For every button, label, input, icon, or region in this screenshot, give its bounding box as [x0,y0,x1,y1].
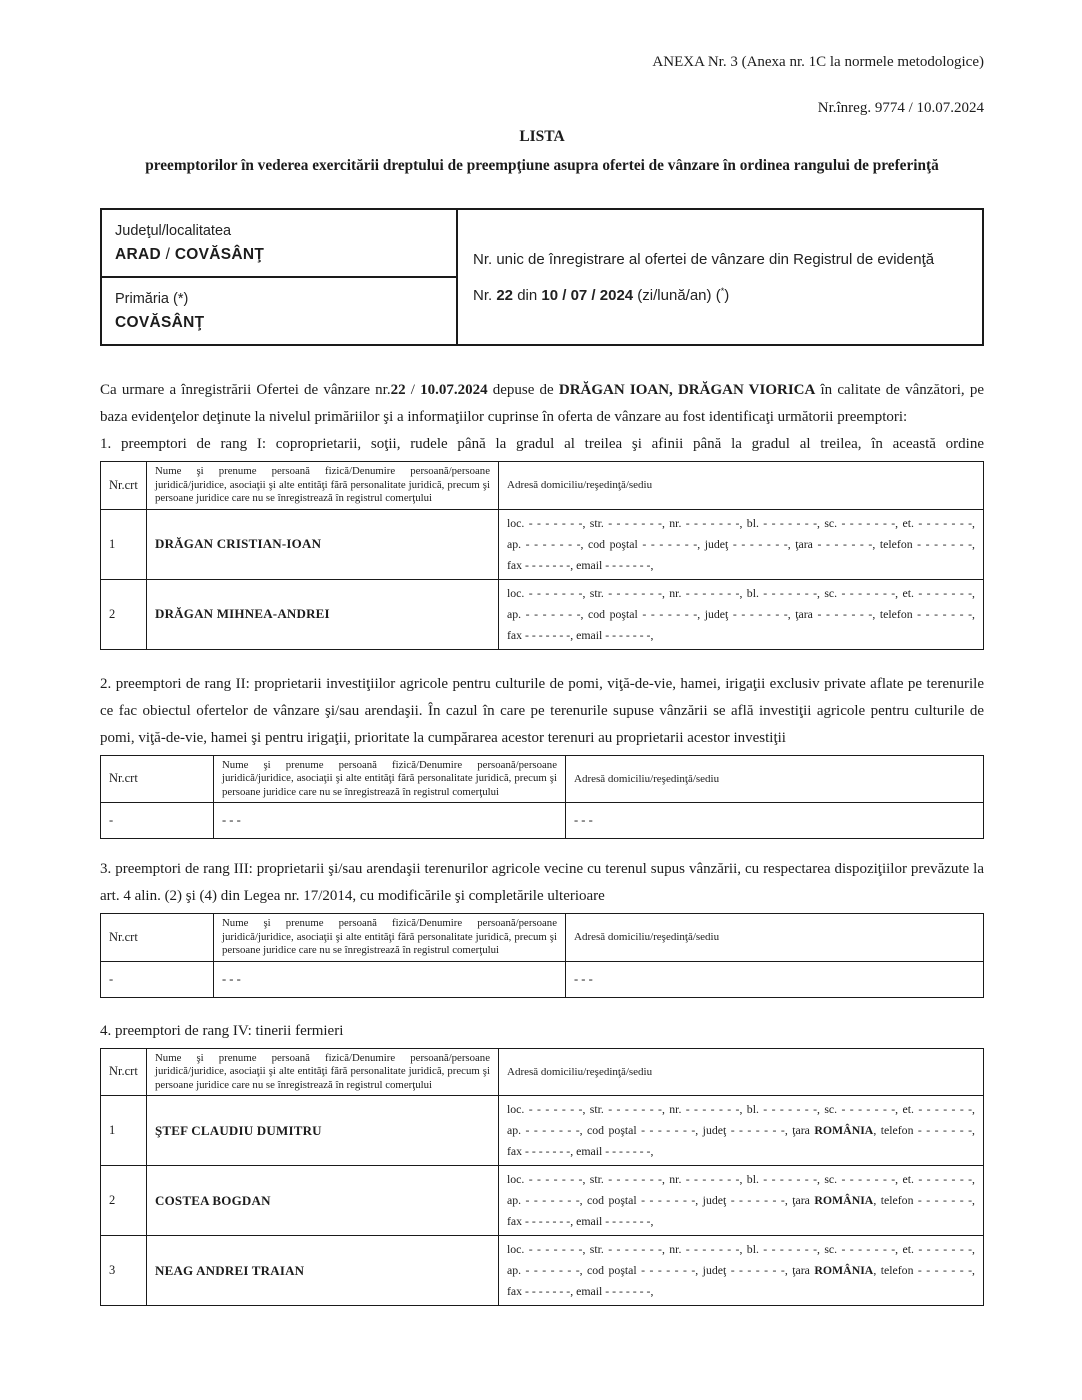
rank2-table [100,755,984,840]
table-header-row [101,755,984,803]
header-cell-address: Adresă domiciliu/reşedinţă/sediu [566,755,984,803]
annex-reference: ANEXA Nr. 3 (Anexa nr. 1C la normele metodologice) [652,54,984,70]
county-label: Judeţul/localitatea [115,223,232,239]
address-cell: loc. - - - - - - -, str. - - - - - - -, nr. - - - - - - -, bl. - - - - - - -, sc. - - - - - - -, et. - - - - - - -, ap. - - - - - - -, cod poştal - - - - - - -, judeţ - - - - - - -, ţara - - - - - - -, telefon - - - - - - -, fax - - - - - - -, email - - - - - - -, [499,509,984,579]
row-number: 2 [101,579,147,649]
cityhall-label: Primăria (*) [115,291,189,307]
table-row-empty [101,803,984,839]
header-cell-address: Adresă domiciliu/reşedinţă/sediu [499,1048,984,1096]
row-number: 1 [101,509,147,579]
rank3-table [100,913,984,998]
table-header-row [101,914,984,962]
address-cell: - - - [566,803,984,839]
table-header-row [101,462,984,510]
table-row [101,509,984,579]
row-number: - [101,803,214,839]
intro-paragraph: Ca urmare a înregistrării Ofertei de vânzare nr.22 / 10.07.2024 depuse de DRĂGAN IOAN, DRĂGAN VIORICA în calitate de vânzători, pe baza evidenţelor deţinute la nivelul primăriilor şi a informaţiilor cuprinse în oferta de vânzare au fost identificaţi următorii preemptori: [100,382,984,425]
header-cell-nr: Nr.crt [101,755,214,803]
rank1-table [100,461,984,650]
document-title: LISTA [519,128,565,145]
preemptor-name: ŞTEF CLAUDIU DUMITRU [147,1096,499,1166]
info-box-table [100,208,984,346]
row-number: - [101,961,214,997]
rank4-table [100,1048,984,1307]
county-cell [101,209,457,277]
header-cell-name: Nume şi prenume persoană fizică/Denumire persoană/persoane juridică/juridice, asociaţii şi alte entităţi fără personalitate juridică, precum şi persoane juridice care nu se înregistrează în registrul comerţului [214,755,566,803]
row-number: 1 [101,1096,147,1166]
preemptor-name: DRĂGAN MIHNEA-ANDREI [147,579,499,649]
table-row [101,579,984,649]
cityhall-cell [101,277,457,345]
preemptor-name: NEAG ANDREI TRAIAN [147,1236,499,1306]
header-cell-address: Adresă domiciliu/reşedinţă/sediu [499,462,984,510]
registration-number-value: Nr. 22 din 10 / 07 / 2024 (zi/lună/an) (*) [473,285,730,304]
table-row-empty [101,961,984,997]
header-cell-name: Nume şi prenume persoană fizică/Denumire persoană/persoane juridică/juridice, asociaţii şi alte entităţi fără personalitate juridică, precum şi persoane juridice care nu se înregistrează în registrul comerţului [214,914,566,962]
unique-registration-cell [457,209,983,345]
unique-registration-label: Nr. unic de înregistrare al ofertei de vânzare din Registrul de evidenţă [473,250,935,268]
address-cell: loc. - - - - - - -, str. - - - - - - -, nr. - - - - - - -, bl. - - - - - - -, sc. - - - - - - -, et. - - - - - - -, ap. - - - - - - -, cod poştal - - - - - - -, judeţ - - - - - - -, ţara ROMÂNIA, telefon - - - - - - -, fax - - - - - - -, email - - - - - - -, [499,1096,984,1166]
document-subtitle: preemptorilor în vederea exercitării dreptului de preempţiune asupra ofertei de vânzare în ordinea rangului de preferinţă [145,157,939,174]
address-cell: - - - [566,961,984,997]
rank2-heading: 2. preemptori de rang II: proprietarii investiţiilor agricole pentru culturile de pomi, viţă-de-vie, hamei, irigaţii exclusiv private aflate pe terenurile ce fac obiectul ofertelor de vânzare şi/sau arendaşii. În cazul în care pe terenurile supuse vânzării se află investiţii agricole pentru culturile de pomi, viţă-de-vie, hamei şi pentru irigaţii, prioritate la cumpărarea acestor terenuri au proprietarii acestor investiţii [100,675,984,746]
table-row [101,1096,984,1166]
header-cell-nr: Nr.crt [101,914,214,962]
header-cell-nr: Nr.crt [101,462,147,510]
table-row [101,1236,984,1306]
header-cell-nr: Nr.crt [101,1048,147,1096]
preemptor-name: - - - [214,961,566,997]
table-header-row [101,1048,984,1096]
rank4-heading: 4. preemptori de rang IV: tinerii fermieri [100,1022,344,1039]
row-number: 3 [101,1236,147,1306]
table-row [101,1166,984,1236]
row-number: 2 [101,1166,147,1236]
header-cell-address: Adresă domiciliu/reşedinţă/sediu [566,914,984,962]
preemptor-name: DRĂGAN CRISTIAN-IOAN [147,509,499,579]
preemptor-name: COSTEA BOGDAN [147,1166,499,1236]
registration-number-line: Nr.înreg. 9774 / 10.07.2024 [817,100,984,116]
header-cell-name: Nume şi prenume persoană fizică/Denumire persoană/persoane juridică/juridice, asociaţii şi alte entităţi fără personalitate juridică, precum şi persoane juridice care nu se înregistrează în registrul comerţului [147,1048,499,1096]
rank1-heading: 1. preemptori de rang I: coproprietarii, soţii, rudele până la gradul al treilea şi afinii până la gradul al treilea, în această ordine [100,436,984,452]
address-cell: loc. - - - - - - -, str. - - - - - - -, nr. - - - - - - -, bl. - - - - - - -, sc. - - - - - - -, et. - - - - - - -, ap. - - - - - - -, cod poştal - - - - - - -, judeţ - - - - - - -, ţara ROMÂNIA, telefon - - - - - - -, fax - - - - - - -, email - - - - - - -, [499,1166,984,1236]
address-cell: loc. - - - - - - -, str. - - - - - - -, nr. - - - - - - -, bl. - - - - - - -, sc. - - - - - - -, et. - - - - - - -, ap. - - - - - - -, cod poştal - - - - - - -, judeţ - - - - - - -, ţara ROMÂNIA, telefon - - - - - - -, fax - - - - - - -, email - - - - - - -, [499,1236,984,1306]
address-cell: loc. - - - - - - -, str. - - - - - - -, nr. - - - - - - -, bl. - - - - - - -, sc. - - - - - - -, et. - - - - - - -, ap. - - - - - - -, cod poştal - - - - - - -, judeţ - - - - - - -, ţara - - - - - - -, telefon - - - - - - -, fax - - - - - - -, email - - - - - - -, [499,579,984,649]
county-value: ARAD / COVĂSÂNŢ [115,246,265,263]
header-cell-name: Nume şi prenume persoană fizică/Denumire persoană/persoane juridică/juridice, asociaţii şi alte entităţi fără personalitate juridică, precum şi persoane juridice care nu se înregistrează în registrul comerţului [147,462,499,510]
cityhall-value: COVĂSÂNŢ [115,314,205,331]
rank3-heading: 3. preemptori de rang III: proprietarii şi/sau arendaşii terenurilor agricole vecine cu terenul supus vânzării, cu respectarea dispoziţiilor prevăzute la art. 4 alin. (2) şi (4) din Legea nr. 17/2014, cu modificările şi completările ulterioare [100,861,984,904]
preemptor-name: - - - [214,803,566,839]
